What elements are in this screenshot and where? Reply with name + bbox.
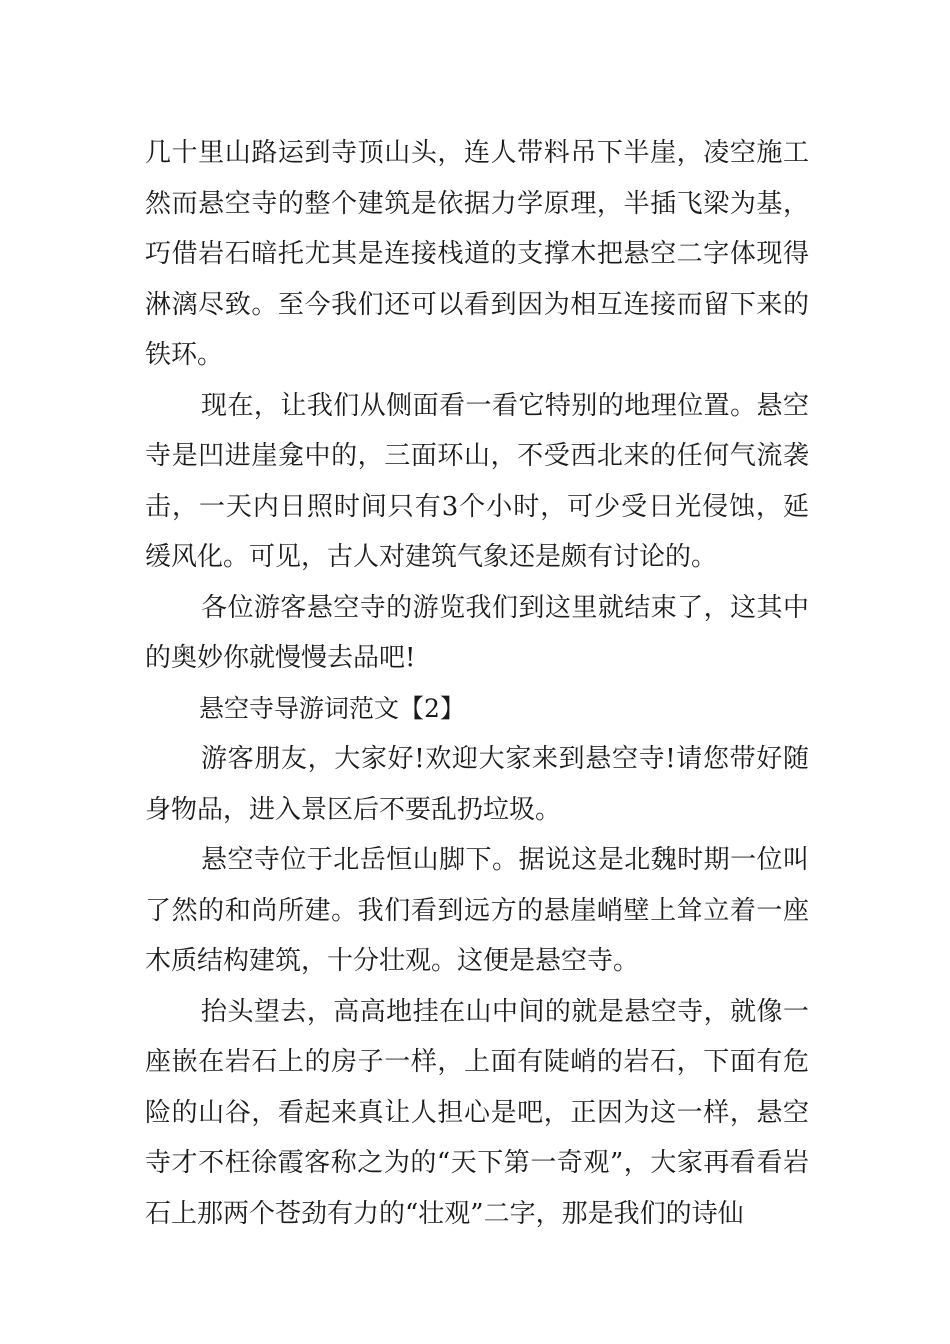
paragraph-6: 抬头望去，高高地挂在山中间的就是悬空寺，就像一座嵌在岩石上的房子一样，上面有陡峭的岩石，下面有危险的山谷，看起来真让人担心是吧，正因为这一样，悬空寺才不枉徐霞客称之为的“天下第一奇观”，大家再看看岩石上那两个苍劲有力的“壮观”二字，那是我们的诗仙: [145, 996, 809, 1229]
paragraph-1: 几十里山路运到寺顶山头，连人带料吊下半崖，凌空施工然而悬空寺的整个建筑是依据力学原理，半插飞梁为基，巧借岩石暗托尤其是连接栈道的支撑木把悬空二字体现得淋漓尽致。至今我们还可以看到因为相互连接而留下来的铁环。: [145, 138, 809, 370]
section-heading: 悬空寺导游词范文【2】: [199, 693, 465, 723]
paragraph-5: 悬空寺位于北岳恒山脚下。据说这是北魏时期一位叫了然的和尚所建。我们看到远方的悬崖峭壁上耸立着一座木质结构建筑，十分壮观。这便是悬空寺。: [145, 845, 809, 976]
paragraph-2: 现在，让我们从侧面看一看它特别的地理位置。悬空寺是凹进崖龛中的，三面环山，不受西北来的任何气流袭击，一天内日照时间只有3个小时，可少受日光侵蚀，延缓风化。可见，古人对建筑气象还是颇有讨论的。: [145, 390, 809, 572]
paragraph-4: 游客朋友，大家好!欢迎大家来到悬空寺!请您带好随身物品，进入景区后不要乱扔垃圾。: [145, 744, 809, 825]
document-body: [145, 128, 809, 1239]
paragraph-3: 各位游客悬空寺的游览我们到这里就结束了，这其中的奥妙你就慢慢去品吧!: [145, 592, 809, 673]
